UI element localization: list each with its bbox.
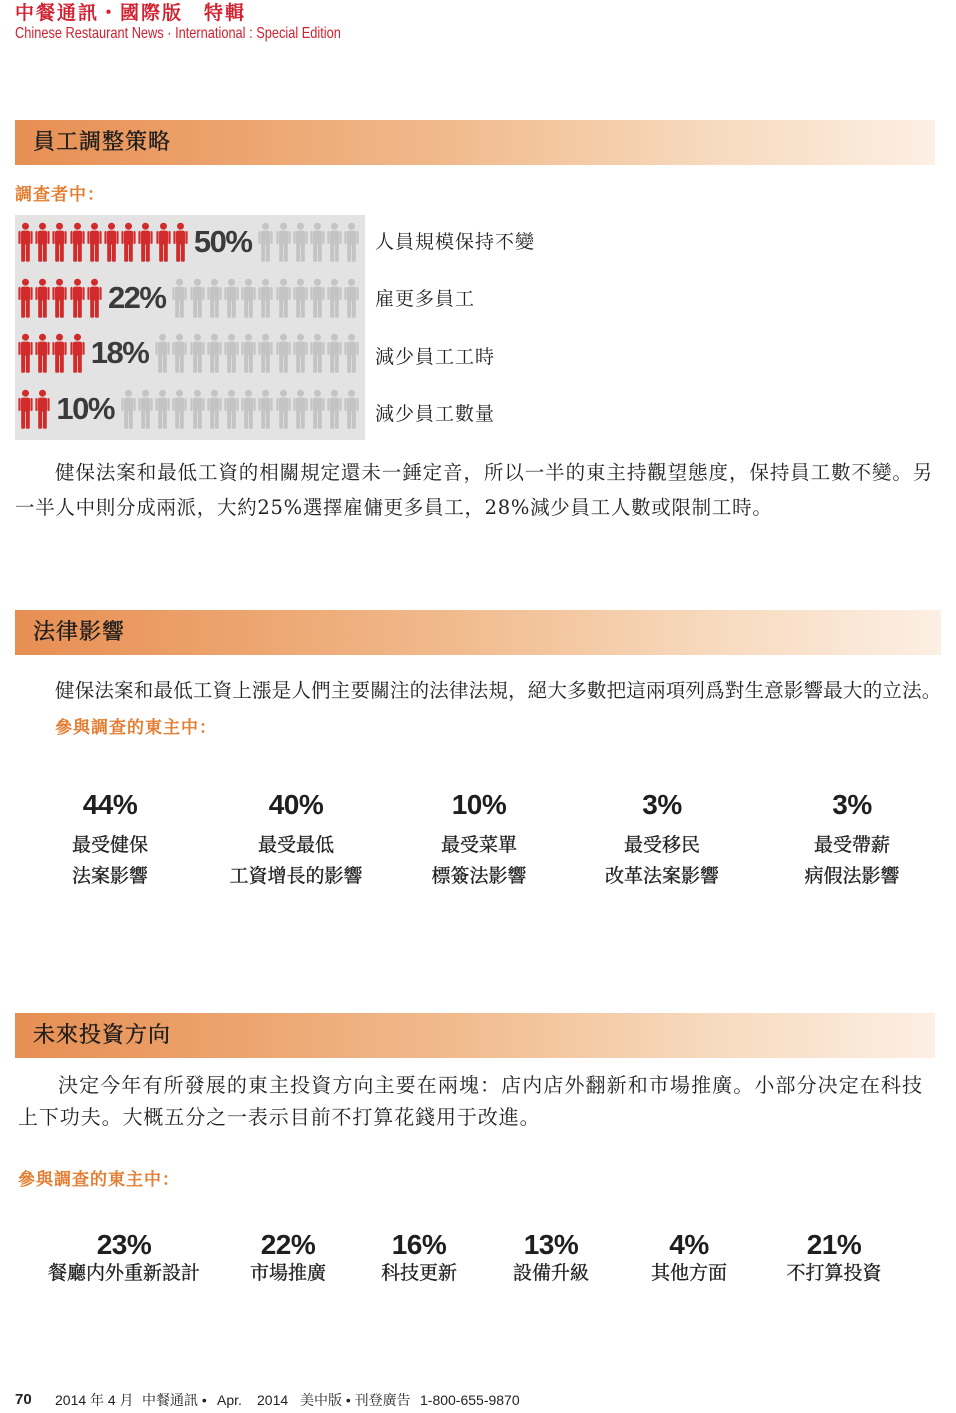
footer-phone: 1-800-655-9870 xyxy=(420,1392,520,1408)
stat-percent: 3% xyxy=(642,789,682,820)
stat-label-line2: 病假法影響 xyxy=(804,865,900,887)
person-icon xyxy=(190,278,205,318)
stat-percent: 21% xyxy=(806,1229,862,1260)
stat-label: 不打算投資 xyxy=(786,1262,882,1284)
survey-label-investment: 參與調查的東主中： xyxy=(18,1170,180,1190)
person-icon xyxy=(138,389,153,429)
person-icon-highlighted xyxy=(121,222,136,262)
stat-percent: 40% xyxy=(268,789,324,820)
stat-label-line2: 標簽法影響 xyxy=(431,865,527,887)
stat-label: 市場推廣 xyxy=(249,1262,326,1284)
person-icon xyxy=(258,222,273,262)
staffing-paragraph: 健保法案和最低工資的相關規定還未一錘定音，所以一半的東主持觀望態度，保持員工數不變。另一半人中則分成兩派，大約25%選擇雇傭更多員工，28%減少員工人數或限制工時。 xyxy=(15,461,933,519)
legal-stat xyxy=(196,788,396,892)
person-icon xyxy=(310,389,325,429)
stat-label-line1: 最受帶薪 xyxy=(813,834,890,856)
footer-publication: 中餐通訊 • xyxy=(142,1392,207,1408)
stat-label-line1: 最受健保 xyxy=(71,834,148,856)
person-icon-highlighted xyxy=(104,222,119,262)
person-icon xyxy=(344,222,359,262)
pictogram-row xyxy=(18,277,362,319)
investment-stat xyxy=(39,1228,209,1285)
section-banner-staffing xyxy=(15,120,935,165)
pictogram-row-description: 人員規模保持不變 xyxy=(375,231,536,253)
person-icon xyxy=(344,333,359,373)
person-icon xyxy=(241,278,256,318)
section-banner-investment xyxy=(15,1013,935,1058)
person-icon xyxy=(172,333,187,373)
person-icon-highlighted xyxy=(156,222,171,262)
person-icon xyxy=(258,278,273,318)
stat-label-line1: 最受菜單 xyxy=(440,834,517,856)
footer-edition: 美中版 • 刊登廣告 xyxy=(300,1392,411,1408)
stat-label-line2: 工資增長的影響 xyxy=(229,865,363,887)
person-icon xyxy=(276,278,291,318)
person-icon-highlighted xyxy=(18,389,33,429)
pictogram-percent-label: 18% xyxy=(90,335,149,370)
person-icon-highlighted xyxy=(35,333,50,373)
person-icon-highlighted xyxy=(87,278,102,318)
section-heading-staffing: 員工調整策略 xyxy=(33,130,172,155)
person-icon xyxy=(293,389,308,429)
person-icon xyxy=(293,333,308,373)
person-icon xyxy=(241,389,256,429)
person-icon xyxy=(276,222,291,262)
person-icon xyxy=(276,333,291,373)
person-icon xyxy=(344,389,359,429)
person-icon xyxy=(327,333,342,373)
legal-stat xyxy=(562,788,762,892)
person-icon xyxy=(258,389,273,429)
stat-label: 設備升級 xyxy=(512,1262,589,1284)
legal-stat xyxy=(10,788,210,892)
stat-label: 科技更新 xyxy=(380,1262,457,1284)
footer-month: Apr. xyxy=(217,1392,242,1408)
stat-percent: 23% xyxy=(96,1229,152,1260)
section-banner-legal xyxy=(15,610,941,655)
pictogram-row xyxy=(18,388,362,430)
pictogram-percent-label: 10% xyxy=(56,391,114,426)
person-icon xyxy=(327,222,342,262)
pictogram-percent-label: 22% xyxy=(107,280,166,315)
person-icon xyxy=(276,389,291,429)
person-icon-highlighted xyxy=(35,222,50,262)
stat-percent: 44% xyxy=(82,789,138,820)
person-icon xyxy=(310,333,325,373)
person-icon xyxy=(207,278,222,318)
investment-paragraph: 決定今年有所發展的東主投資方向主要在兩塊：店内店外翻新和市場推廣。小部分决定在科技上下功夫。大概五分之一表示目前不打算花錢用于改進。 xyxy=(18,1073,923,1129)
person-icon xyxy=(190,389,205,429)
legal-stat xyxy=(379,788,579,892)
stat-percent: 3% xyxy=(832,789,872,820)
person-icon-highlighted xyxy=(52,333,67,373)
investment-stat xyxy=(749,1228,919,1285)
person-icon-highlighted xyxy=(18,333,33,373)
pictogram-row-description: 減少員工工時 xyxy=(375,346,496,368)
person-icon xyxy=(155,333,170,373)
person-icon-highlighted xyxy=(138,222,153,262)
stat-percent: 16% xyxy=(391,1229,447,1260)
survey-label-legal: 參與調查的東主中： xyxy=(55,718,217,738)
person-icon xyxy=(310,278,325,318)
survey-label-staffing: 調查者中： xyxy=(15,185,105,205)
publication-title: 中餐通訊・國際版 特輯 xyxy=(15,2,247,24)
person-icon xyxy=(258,333,273,373)
person-icon-highlighted xyxy=(70,278,85,318)
person-icon-highlighted xyxy=(35,389,50,429)
person-icon-highlighted xyxy=(70,222,85,262)
section-heading-legal: 法律影響 xyxy=(33,620,126,645)
footer-date-cn: 2014 年 4 月 xyxy=(55,1392,134,1408)
pictogram-percent-label: 50% xyxy=(193,224,252,259)
pictogram-row xyxy=(18,332,362,374)
person-icon-highlighted xyxy=(52,222,67,262)
person-icon-highlighted xyxy=(18,278,33,318)
person-icon xyxy=(224,333,239,373)
footer-year: 2014 xyxy=(257,1392,289,1408)
section-heading-investment: 未來投資方向 xyxy=(33,1023,172,1048)
person-icon xyxy=(190,333,205,373)
person-icon-highlighted xyxy=(35,278,50,318)
legal-stat xyxy=(752,788,952,892)
person-icon xyxy=(327,278,342,318)
person-icon xyxy=(241,333,256,373)
person-icon xyxy=(155,389,170,429)
stat-label-line2: 法案影響 xyxy=(71,865,148,887)
pictogram-row xyxy=(18,221,362,263)
person-icon xyxy=(207,333,222,373)
stat-percent: 10% xyxy=(451,789,507,820)
person-icon-highlighted xyxy=(18,222,33,262)
stat-percent: 4% xyxy=(669,1229,709,1260)
person-icon xyxy=(172,278,187,318)
person-icon xyxy=(207,389,222,429)
pictogram-row-description: 減少員工數量 xyxy=(375,403,496,425)
stat-label-line1: 最受最低 xyxy=(257,834,334,856)
person-icon-highlighted xyxy=(87,222,102,262)
person-icon xyxy=(224,389,239,429)
stat-label: 其他方面 xyxy=(650,1262,727,1284)
staffing-pictogram-chart xyxy=(15,215,365,440)
page-footer xyxy=(0,1390,956,1410)
stat-label-line2: 改革法案影響 xyxy=(604,865,719,887)
person-icon xyxy=(172,389,187,429)
person-icon xyxy=(293,278,308,318)
person-icon-highlighted xyxy=(70,333,85,373)
legal-paragraph: 健保法案和最低工資上漲是人們主要關注的法律法規，絕大多數把這兩項列爲對生意影響最大的立法。 xyxy=(55,679,942,702)
person-icon xyxy=(344,278,359,318)
person-icon xyxy=(293,222,308,262)
person-icon xyxy=(310,222,325,262)
page-number: 70 xyxy=(15,1391,32,1408)
person-icon-highlighted xyxy=(52,278,67,318)
person-icon xyxy=(224,278,239,318)
pictogram-row-description: 雇更多員工 xyxy=(375,288,476,310)
person-icon-highlighted xyxy=(173,222,188,262)
stat-percent: 22% xyxy=(260,1229,316,1260)
stat-percent: 13% xyxy=(523,1229,579,1260)
stat-label: 餐廳内外重新設計 xyxy=(47,1262,200,1284)
person-icon xyxy=(121,389,136,429)
publication-subtitle: Chinese Restaurant News · International : Special Edition xyxy=(15,25,341,42)
person-icon xyxy=(327,389,342,429)
stat-label-line1: 最受移民 xyxy=(623,834,700,856)
